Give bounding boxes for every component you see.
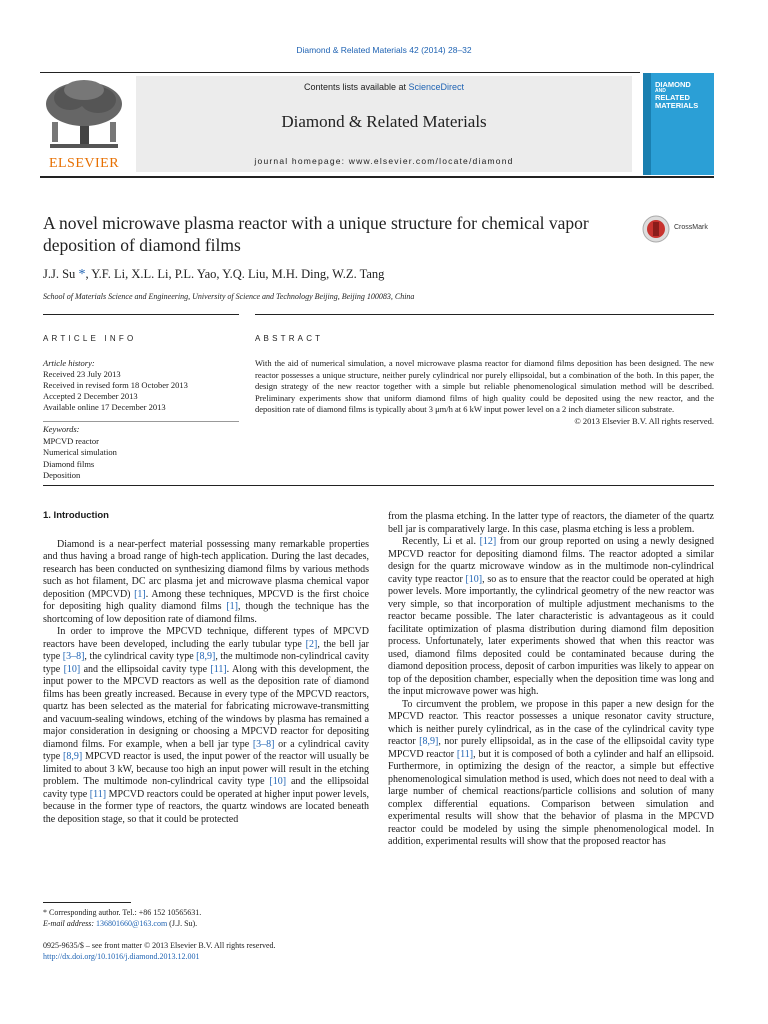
contents-prefix: Contents lists available at [303,82,409,92]
text-run: from our group reported on using a newly designed MPCVD reactor for depositing diamond films. The reactor adopted a similar design for the quartz microwave window as in the multimode non-cylindrical cavity type reactor [388,536,714,585]
journal-citation[interactable]: Diamond & Related Materials 42 (2014) 28–32 [296,45,472,55]
author-affiliation: School of Materials Science and Engineering, University of Science and Technology Beijing, Beijing 100083, China [43,292,415,301]
journal-masthead [40,72,714,178]
crossmark-badge[interactable] [642,215,722,245]
cover-title-line: MATERIALS [655,101,699,110]
article-info-heading: ARTICLE INFO [43,334,137,343]
cover-title [655,81,713,110]
text-run: Diamond is a near-perfect material possessing many remarkable properties and thus having a broad range of high-tech application. During the last decades, research has been conducted on synthesizing diamond films by various methods such as hot filament, DC arc plasma jet and microwave plasma chemical vapor deposition (MPCVD) [43,538,369,600]
email-link[interactable]: 136801660@163.com [96,919,168,928]
citation-link[interactable]: [10] [465,573,483,585]
history-label: Article history: [43,358,95,368]
text-run: and the ellipsoidal cavity type [80,663,211,675]
first-author[interactable]: J.J. Su [43,267,79,281]
citation-link[interactable]: [11] [210,663,227,675]
crossmark-icon [642,215,670,243]
citation-link[interactable]: [10] [63,663,81,675]
text-run: , nor purely ellipsoidal, as in the case of the ellipsoidal cavity type MPCVD reactor [388,736,714,760]
journal-homepage[interactable]: journal homepage: www.elsevier.com/locate/diamond [254,156,514,166]
citation-link[interactable]: [11] [456,748,474,760]
sciencedirect-link[interactable]: ScienceDirect [408,82,465,92]
citation-link[interactable]: [10] [269,776,287,787]
text-run: , the bell jar type [43,638,369,662]
keyword-item: Diamond films [43,458,95,469]
citation-link[interactable]: [8,9] [419,736,439,747]
text-run: . Among these techniques, MPCVD is the first choice for depositing high quality diamond films [43,588,369,612]
corresponding-author-footnote [43,907,369,929]
crossmark-label: CrossMark [674,224,708,231]
text-run: MPCVD reactors could be operated at higher input power levels, because in the former type of reactors, the quartz windows are located beneath the deposition stage, so that it could be protected [43,788,369,825]
keyword-item: Deposition [43,470,81,480]
online-date: Available online 17 December 2013 [43,402,166,412]
elsevier-wordmark: ELSEVIER [48,156,120,171]
intro-paragraph-4 [388,699,714,849]
masthead-bottom-rule [40,176,714,178]
other-authors: , Y.F. Li, X.L. Li, P.L. Yao, Y.Q. Liu, M.H. Ding, W.Z. Tang [85,267,385,281]
text-run: . Along with this development, the input power to the MPCVD reactors as well as the deposition rate of diamond films has been greatly increased. Because in every type of the MPCVD reactors, quartz has been selected as the material for fabricating microwave-transmitting and vacuum-sealing windows, etching of the windows by plasma has remained a major consideration in designing or choosing a MPCVD reactor for depositing diamond films. For example, when a bell jar type [43,663,370,750]
citation-link[interactable]: [11] [89,788,107,800]
email-suffix: (J.J. Su). [167,919,198,928]
email-line [43,918,369,929]
abstract-text: With the aid of numerical simulation, a novel microwave plasma reactor for diamond films deposition has been designed. The new reactor possesses a unique structure, neither purely cylindrical nor purely ellipsoidal, but a combination of the both. In this paper, the design strategy of the new reactor together with a simple but reliable phenomenological simulation method will be described. Preliminary experiments show that uniform diamond films of high quality could be deposited using the new reactor, and the deposition rate of diamond films is typically about 3 μm/h at 6 kW input power level on a 2 inch diameter silicon substrate. [255,358,714,414]
text-run: In order to improve the MPCVD technique, different types of MPCVD reactors have been developed, including the early tubular type [43,626,369,650]
cover-title-line: AND [655,88,666,94]
masthead-top-rule [40,72,640,73]
accepted-date: Accepted 2 December 2013 [43,391,138,401]
author-list [43,267,713,283]
keywords-block [43,424,239,482]
masthead-center-panel [136,76,632,172]
keyword-item: MPCVD reactor [43,435,99,446]
footnote-rule [43,902,131,903]
article-history [43,358,239,413]
abstract-body [255,358,714,427]
text-run: and the ellipsoidal cavity type [43,776,369,800]
citation-link[interactable]: [2] [305,638,318,650]
keyword-item: Numerical simulation [43,447,117,457]
intro-paragraph-2-continued: from the plasma etching. In the latter type of reactors, the diameter of the quartz bell jar is comparatively large. In this case, plasma etching is less a problem. [388,511,714,535]
citation-link[interactable]: [1] [226,601,239,612]
abstract-copyright: © 2013 Elsevier B.V. All rights reserved. [574,415,714,426]
abstract-heading: ABSTRACT [255,334,324,343]
issn-line: 0925-9635/$ – see front matter © 2013 Elsevier B.V. All rights reserved. [43,941,276,950]
corresponding-author-marker[interactable]: * [78,267,86,282]
intro-paragraph-2 [43,626,369,826]
text-run: , though the technique has the shortcoming of low deposition rate of diamond films. [43,601,370,625]
text-run: or a cylindrical cavity type [43,738,369,762]
abstract-bottom-rule [43,485,714,486]
cover-title-line: DIAMOND [655,80,691,89]
abstract-top-rule [255,314,714,315]
keywords-label: Keywords: [43,424,80,434]
journal-name: Diamond & Related Materials [281,112,487,131]
received-date: Received 23 July 2013 [43,369,121,379]
text-run: , the multimode non-cylindrical cavity type [43,651,370,675]
text-run: MPCVD reactor is used, the input power of the reactor will usually be limited to about 3 kW, because too high an input power will result in the etching problem. The multimode non-cylindrical cavity type [43,751,369,787]
contents-available-line [136,82,632,92]
revised-date: Received in revised form 18 October 2013 [43,380,188,390]
cover-side-strip [643,73,651,175]
citation-link[interactable]: [8,9] [196,651,216,662]
publication-footer [43,940,369,962]
intro-paragraph-3 [388,536,714,699]
email-label: E-mail address: [43,919,97,928]
citation-link[interactable]: [8,9] [63,751,83,762]
cover-title-line: RELATED [655,93,690,102]
citation-link[interactable]: [3–8] [252,738,275,750]
tree-icon [40,78,128,154]
body-column-right [388,511,714,849]
section-heading-introduction: 1. Introduction [43,510,109,521]
text-run: , but it is composed of both a cylinder and half an ellipsoid. Furthermore, in optimizing the design of the reactor, a simple but effective phenomenological simulation method is used, which does not need to deal with a large number of chemical reactions/particle collisions and solution of many complex differential equations. Comparison between simulation and experimental results will show that the behavior of plasma in the MPCVD reactor could be modeled by using the simple phenomenological model. In addition, experimental results will show that the proposed reactor has [388,748,714,847]
citation-link[interactable]: [1] [134,588,146,600]
elsevier-tree-logo [40,78,128,174]
article-info-divider [43,421,239,422]
text-run: , so as to ensure that the reactor could be operated at high power levels. More importantly, the cylindrical geometry of the new reactor was very simple, so that incorporation of multiple adjustment mechanisms to the reactor became possible. The later characteristic is advantageous as it could facilitate optimization of plasma distribution during diamond film deposition process. Unfortunately, later experiments showed that when this reactor was used, diamond films deposited could be contaminated because during the diamond deposition process, deposit of carbon impurities was likely to appear on top of the deposition chamber, especially when the deposition time was long and the input microwave power was high. [388,573,715,697]
text-run: To circumvent the problem, we propose in this paper a new design for the MPCVD reactor. This reactor possesses a unique resonator cavity structure, which is neither purely cylindrical, as in the case of the cylindrical cavity type reactor [388,698,714,747]
article-title: A novel microwave plasma reactor with a unique structure for chemical vapor deposition of diamond films [43,213,589,255]
citation-link[interactable]: [3–8] [62,651,85,662]
text-run: Recently, Li et al. [402,536,480,547]
citation-link[interactable]: [12] [479,536,497,547]
corresponding-author-line: * Corresponding author. Tel.: +86 152 10565631. [43,908,202,917]
intro-paragraph-1 [43,539,369,627]
article-info-top-rule [43,314,239,315]
text-run: , the cylindrical cavity type [84,651,197,662]
journal-cover-thumbnail[interactable] [643,73,714,175]
body-column-left [43,510,369,826]
doi-link[interactable]: http://dx.doi.org/10.1016/j.diamond.2013.12.001 [43,952,200,961]
